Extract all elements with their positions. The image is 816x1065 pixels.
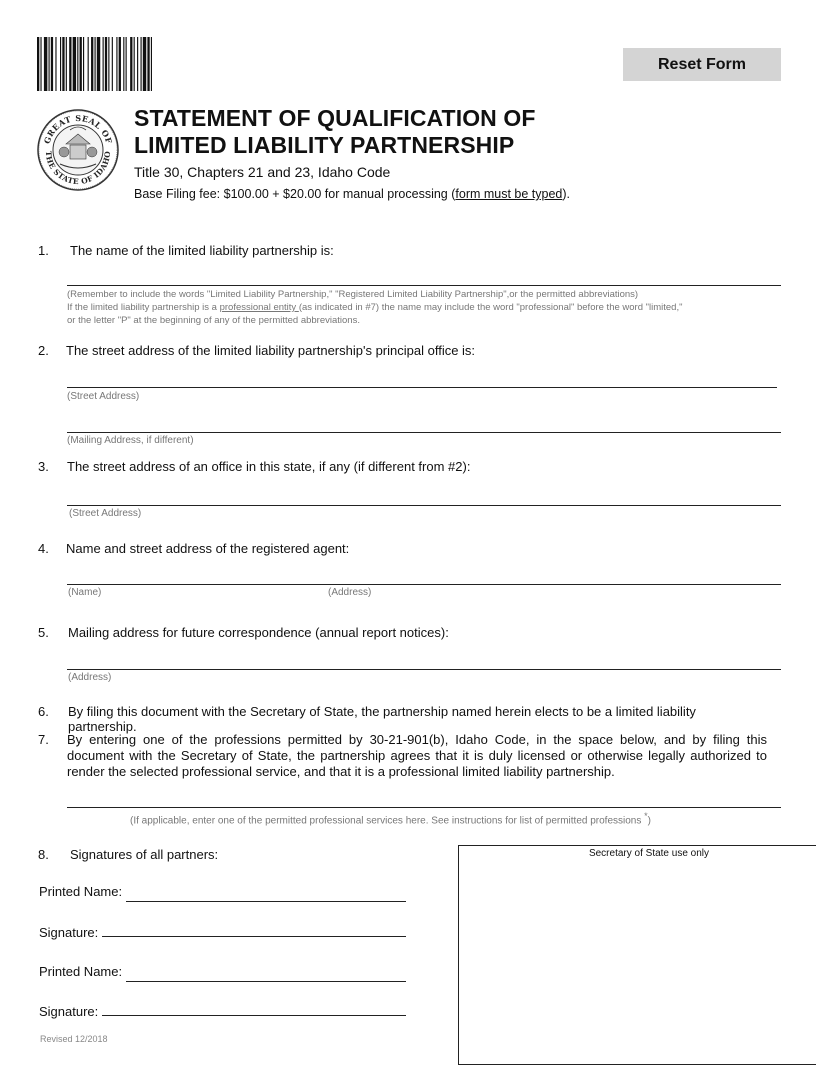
revised-date: Revised 12/2018 bbox=[40, 1034, 108, 1044]
barcode-bar bbox=[60, 37, 61, 91]
item-2-text: The street address of the limited liability partnership's principal office is: bbox=[66, 343, 476, 358]
printed-name-input-1[interactable] bbox=[126, 882, 410, 902]
filing-fee-text: Base Filing fee: $100.00 + $20.00 for manual processing (form must be typed). bbox=[134, 187, 571, 201]
seal-top-text: GREAT SEAL OF bbox=[41, 112, 115, 146]
item-7-text: By entering one of the professions permitted by 30-21-901(b), Idaho Code, in the space below, and by filing this document with the Secretary of State, the partnership agrees that it is duly licensed or otherwise legally authorized to render the selected professional service, and that it is a professional limited liability partnership. bbox=[67, 732, 767, 779]
professional-service-input[interactable] bbox=[67, 788, 785, 808]
barcode-bar bbox=[103, 37, 104, 91]
barcode-bar bbox=[37, 37, 39, 91]
barcode-bar bbox=[143, 37, 146, 91]
item-1-text: The name of the limited liability partnership is: bbox=[70, 243, 334, 258]
printed-name-label-1: Printed Name: bbox=[39, 884, 123, 899]
barcode-bar bbox=[108, 37, 109, 91]
barcode-bar bbox=[112, 37, 113, 91]
barcode-bar bbox=[91, 37, 93, 91]
item-1-hint: (Remember to include the words "Limited Liability Partnership," "Registered Limited Liability Partnership",or the permitted abbreviations) If the limited liability partnership is a professional entity (as indicated in #7) the name may include the word "professional" before the word "limited," or the letter "P" at the beginning of any of the permitted abbreviations. bbox=[67, 289, 683, 326]
professional-service-hint: (If applicable, enter one of the permitted professional services here. See instructions for list of permitted professions *) bbox=[130, 811, 652, 827]
mailing-address-line bbox=[67, 432, 781, 433]
correspondence-line bbox=[67, 669, 781, 670]
item-3-text: The street address of an office in this state, if any (if different from #2): bbox=[67, 459, 471, 474]
item-6-text: By filing this document with the Secretary of State, the partnership named herein elects to be a limited liability partnership. bbox=[68, 704, 696, 734]
agent-line bbox=[67, 584, 781, 585]
item-5-text: Mailing address for future correspondence (annual report notices): bbox=[68, 625, 449, 640]
form-title-line2: LIMITED LIABILITY PARTNERSHIP bbox=[134, 132, 515, 158]
signature-input-1[interactable] bbox=[102, 917, 410, 937]
barcode-bar bbox=[40, 37, 41, 91]
item-7-number: 7. bbox=[38, 732, 49, 747]
item-2-number: 2. bbox=[38, 343, 49, 358]
mailing-address-input[interactable] bbox=[67, 413, 785, 433]
barcode-bar bbox=[95, 37, 96, 91]
barcode-bar bbox=[83, 37, 84, 91]
principal-street-address-input[interactable] bbox=[67, 368, 781, 388]
agent-address-hint: (Address) bbox=[328, 587, 372, 598]
item-8-number: 8. bbox=[38, 847, 49, 862]
barcode-bar bbox=[119, 37, 121, 91]
signature-line-1 bbox=[102, 936, 406, 937]
reset-form-button[interactable]: Reset Form bbox=[623, 48, 781, 81]
seal-bottom-text: THE STATE OF IDAHO bbox=[43, 150, 113, 187]
printed-name-input-2[interactable] bbox=[126, 962, 410, 982]
office-street-line bbox=[67, 505, 781, 506]
idaho-seal-icon bbox=[36, 108, 120, 192]
barcode-bar bbox=[51, 37, 53, 91]
barcode-bar bbox=[105, 37, 107, 91]
printed-name-line-2 bbox=[126, 981, 406, 982]
barcode-bar bbox=[69, 37, 71, 91]
item-4-text: Name and street address of the registered agent: bbox=[66, 541, 350, 556]
barcode-bar bbox=[134, 37, 135, 91]
correspondence-address-input[interactable] bbox=[67, 650, 785, 670]
barcode-bar bbox=[49, 37, 50, 91]
partnership-name-input[interactable] bbox=[67, 266, 785, 286]
form-subtitle: Title 30, Chapters 21 and 23, Idaho Code bbox=[134, 164, 391, 180]
barcode-bar bbox=[88, 37, 89, 91]
barcode-bar bbox=[80, 37, 82, 91]
item-5-number: 5. bbox=[38, 625, 49, 640]
barcode-bar bbox=[123, 37, 124, 91]
barcode-bar bbox=[62, 37, 64, 91]
mailing-address-hint: (Mailing Address, if different) bbox=[67, 435, 194, 446]
barcode-bar bbox=[137, 37, 138, 91]
form-title-line1: STATEMENT OF QUALIFICATION OF bbox=[134, 105, 536, 131]
barcode-bar bbox=[141, 37, 142, 91]
signature-label-1: Signature: bbox=[39, 925, 99, 940]
item-3-number: 3. bbox=[38, 459, 49, 474]
item-4-number: 4. bbox=[38, 541, 49, 556]
signature-label-2: Signature: bbox=[39, 1004, 99, 1019]
professional-service-line bbox=[67, 807, 781, 808]
barcode-bar bbox=[44, 37, 47, 91]
street-address-hint: (Street Address) bbox=[67, 391, 140, 402]
form-must-be-typed: form must be typed bbox=[455, 187, 563, 201]
barcode-bar bbox=[151, 37, 152, 91]
barcode-bar bbox=[116, 37, 117, 91]
office-street-hint: (Street Address) bbox=[69, 508, 142, 519]
item-8-text: Signatures of all partners: bbox=[70, 847, 219, 862]
agent-name-hint: (Name) bbox=[68, 587, 102, 598]
barcode bbox=[37, 37, 197, 91]
item-1-number: 1. bbox=[38, 243, 49, 258]
barcode-bar bbox=[147, 37, 149, 91]
printed-name-label-2: Printed Name: bbox=[39, 964, 123, 979]
signature-line-2 bbox=[102, 1015, 406, 1016]
barcode-bar bbox=[73, 37, 76, 91]
agent-address-input[interactable] bbox=[327, 565, 785, 585]
signature-input-2[interactable] bbox=[102, 996, 410, 1016]
item-6-number: 6. bbox=[38, 704, 49, 719]
partnership-name-line bbox=[67, 285, 781, 286]
barcode-bar bbox=[77, 37, 78, 91]
secretary-of-state-box bbox=[458, 845, 816, 1065]
office-street-address-input[interactable] bbox=[67, 486, 785, 506]
barcode-bar bbox=[97, 37, 100, 91]
correspondence-hint: (Address) bbox=[68, 672, 112, 683]
barcode-bar bbox=[130, 37, 132, 91]
principal-street-line bbox=[67, 387, 777, 388]
agent-name-input[interactable] bbox=[67, 565, 321, 585]
secretary-of-state-label: Secretary of State use only bbox=[588, 848, 710, 859]
barcode-bar bbox=[126, 37, 127, 91]
barcode-bar bbox=[66, 37, 67, 91]
barcode-bar bbox=[55, 37, 56, 91]
printed-name-line-1 bbox=[126, 901, 406, 902]
